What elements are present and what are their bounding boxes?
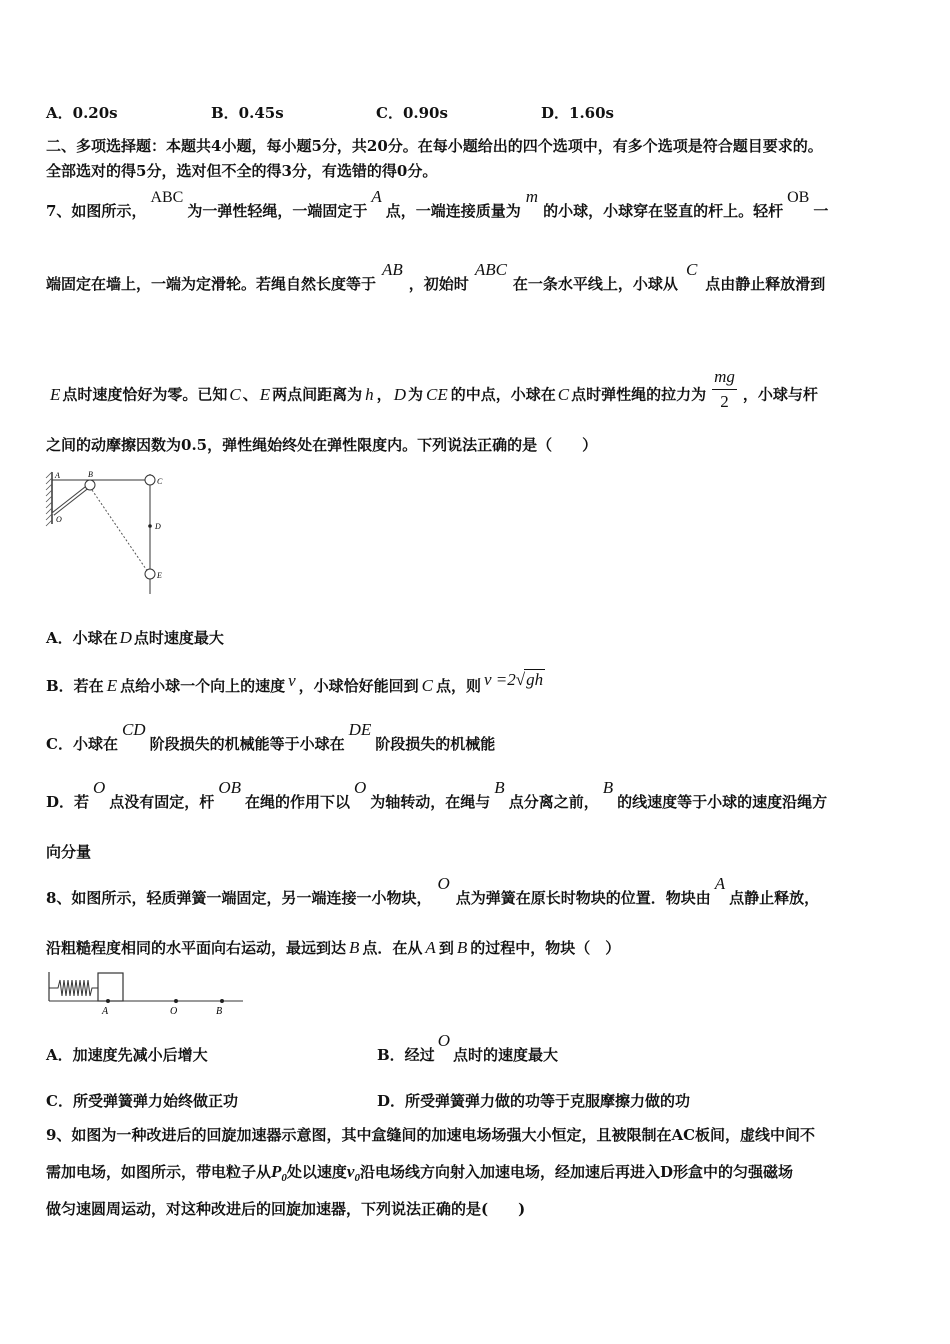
symbol: h — [365, 384, 374, 404]
symbol: C — [685, 260, 698, 279]
label-b: B — [216, 1006, 223, 1017]
fraction-numerator: mg — [712, 368, 737, 390]
q9-text: 处以速度 — [286, 1163, 347, 1181]
point-o — [174, 999, 178, 1003]
symbol: DE — [348, 720, 372, 739]
q7-line2 — [46, 260, 826, 294]
q7-text: 为一弹性轻绳，一端固定于 — [187, 202, 368, 220]
symbol: AB — [382, 260, 403, 279]
q7-option-d-line1 — [46, 778, 828, 812]
q7-text: C．小球在 — [46, 735, 118, 753]
formula-v-eq-2: v =2 — [484, 670, 516, 689]
q7-text: ， — [376, 385, 392, 404]
q8-text: 点静止释放， — [729, 889, 820, 907]
label-d: D — [155, 522, 161, 531]
q8-option-b — [377, 1031, 558, 1065]
label-c: C — [157, 477, 163, 486]
sqrt-gh: gh — [526, 670, 544, 689]
symbol: O — [354, 778, 367, 797]
q8-figure — [46, 968, 246, 1018]
point-d — [148, 524, 152, 528]
symbol: B — [349, 938, 360, 957]
symbol: A — [714, 874, 726, 893]
symbol-p-subscript: 0 — [281, 1172, 287, 1184]
label-b: B — [88, 470, 93, 479]
q9-line1: 9、如图为一种改进后的回旋加速器示意图，其中盒缝间的加速电场场强大小恒定，且被限制在AC板间，虚线中间不 — [46, 1126, 816, 1144]
q7-text: 点时速度恰好为零。已知 — [62, 385, 228, 404]
q8-text: 点时的速度最大 — [452, 1046, 558, 1064]
q8-option-d: D．所受弹簧弹力做的功等于克服摩擦力做的功 — [377, 1092, 691, 1110]
q8-line2 — [46, 938, 620, 958]
symbol: O — [437, 874, 450, 893]
q8-option-c: C．所受弹簧弹力始终做正功 — [46, 1092, 238, 1110]
symbol: m — [525, 187, 539, 206]
point-b — [220, 999, 224, 1003]
ball-c — [145, 475, 155, 485]
symbol: B — [602, 778, 614, 797]
symbol: O — [437, 1031, 450, 1050]
label-e: E — [157, 571, 162, 580]
q7-text: B．若在 — [46, 677, 104, 695]
rod-ob-inner — [53, 485, 90, 514]
q7-text: ，小球恰好能回到 — [298, 677, 419, 695]
symbol: B — [456, 938, 468, 957]
q8-text: 点为弹簧在原长时物块的位置．物块由 — [455, 889, 711, 907]
q7-text: 的中点，小球在 — [450, 385, 556, 404]
q7-option-d-line2: 向分量 — [46, 843, 92, 861]
q8-text: B．经过 — [377, 1046, 435, 1064]
q7-line4: 之间的动摩擦因数为0.5，弹性绳始终处在弹性限度内。下列说法正确的是（ ） — [46, 436, 598, 454]
q6-option-a: A．0.20s — [46, 104, 118, 122]
label-o: O — [56, 515, 62, 524]
symbol: A — [425, 938, 436, 957]
q7-figure — [44, 468, 174, 596]
q7-text: 在绳的作用下以 — [244, 793, 350, 811]
q7-text: 两点间距离为 — [272, 385, 363, 404]
symbol: ABC — [474, 260, 507, 279]
symbol-v-subscript: 0 — [354, 1172, 360, 1184]
section2-line1: 二、多项选择题：本题共4小题，每小题5分，共20分。在每小题给出的四个选项中，有多个选项是符合题目要求的。 — [46, 137, 823, 155]
symbol: OB — [218, 778, 241, 797]
q7-option-b — [46, 670, 545, 696]
q7-text: 的线速度等于小球的速度沿绳方 — [617, 793, 828, 811]
pulley-b — [85, 480, 95, 490]
symbol: C — [557, 384, 570, 404]
label-a: A — [55, 471, 60, 480]
q7-text: ，初始时 — [408, 275, 469, 293]
symbol: C — [229, 384, 241, 404]
sqrt-sign: √ — [515, 670, 526, 689]
q7-option-c — [46, 720, 496, 754]
q7-text: 为轴转动，在绳与 — [370, 793, 491, 811]
symbol: ABC — [150, 189, 184, 206]
q9-line3: 做匀速圆周运动，对这种改进后的回旋加速器，下列说法正确的是( ) — [46, 1200, 526, 1218]
symbol: E — [106, 676, 118, 695]
q7-text: 7、如图所示， — [46, 202, 147, 220]
q8-option-a: A．加速度先减小后增大 — [46, 1046, 208, 1064]
q7-text: 点时弹性绳的拉力为 — [571, 385, 707, 404]
rope-dashed — [92, 490, 148, 572]
q7-text: A．小球在 — [46, 629, 118, 647]
label-a: A — [102, 1006, 109, 1017]
section2-line2: 全部选对的得5分，选对但不全的得3分，有选错的得0分。 — [46, 162, 438, 180]
symbol: C — [421, 676, 433, 695]
q7-text: ，小球与杆 — [742, 385, 818, 404]
symbol: D — [119, 628, 132, 647]
q9-line2 — [46, 1162, 793, 1188]
q7-text: 点没有固定，杆 — [109, 793, 215, 811]
q7-text: 在一条水平线上，小球从 — [512, 275, 678, 293]
q9-text: 需加电场，如图所示，带电粒子从 — [46, 1163, 272, 1181]
symbol-v: v — [346, 1162, 355, 1181]
q7-text: 端固定在墙上，一端为定滑轮。若绳自然长度等于 — [46, 275, 377, 293]
block — [98, 973, 123, 1001]
symbol: CD — [121, 720, 146, 739]
q7-text: 点由静止释放滑到 — [705, 275, 826, 293]
label-o: O — [170, 1006, 178, 1017]
q7-text: 点给小球一个向上的速度 — [120, 677, 286, 695]
q6-option-d: D．1.60s — [541, 104, 614, 122]
q7-text: 点分离之前， — [508, 793, 599, 811]
q7-text: 阶段损失的机械能等于小球在 — [149, 735, 345, 753]
fraction-mg-over-2 — [712, 368, 737, 411]
symbol: OB — [787, 189, 810, 206]
q7-text: D．若 — [46, 793, 90, 811]
q8-text: 到 — [438, 939, 454, 957]
q9-text: 沿电场线方向射入加速电场，经加速后再进入D形盒中的匀强磁场 — [359, 1163, 793, 1181]
q7-line3 — [46, 367, 818, 417]
q8-text: 的过程中，物块（ ） — [470, 939, 621, 957]
q6-option-b: B．0.45s — [211, 104, 284, 122]
q7-option-a — [46, 628, 224, 648]
symbol: B — [494, 778, 505, 797]
q8-line1 — [46, 874, 820, 908]
q7-text: 点，一端连接质量为 — [385, 202, 521, 220]
symbol: E — [259, 384, 271, 404]
q7-text: 的小球，小球穿在竖直的杆上。轻杆 — [543, 202, 784, 220]
q7-text: 、 — [242, 385, 258, 404]
wall-hatching — [46, 472, 52, 526]
q8-text: 沿粗糙程度相同的水平面向右运动，最远到达 — [46, 939, 347, 957]
symbol: CE — [425, 384, 448, 404]
q7-text: 为 — [407, 385, 423, 404]
symbol: D — [393, 384, 406, 404]
fraction-denominator: 2 — [720, 392, 729, 411]
symbol: O — [93, 778, 106, 797]
q7-text: 阶段损失的机械能 — [375, 735, 496, 753]
symbol: v — [288, 671, 296, 690]
q7-text: 一 — [813, 202, 829, 220]
symbol: E — [50, 384, 61, 404]
ball-e — [145, 569, 155, 579]
q7-text: 点时速度最大 — [133, 629, 224, 647]
q7-text: 点，则 — [436, 677, 482, 695]
q8-text: 点．在从 — [362, 939, 423, 957]
q8-text: 8、如图所示，轻质弹簧一端固定，另一端连接一小物块， — [46, 889, 432, 907]
spring — [49, 980, 98, 996]
symbol: A — [371, 187, 382, 206]
symbol-p: P — [271, 1162, 282, 1181]
point-a — [106, 999, 110, 1003]
q6-option-c: C．0.90s — [376, 104, 448, 122]
q7-line1 — [46, 187, 829, 222]
